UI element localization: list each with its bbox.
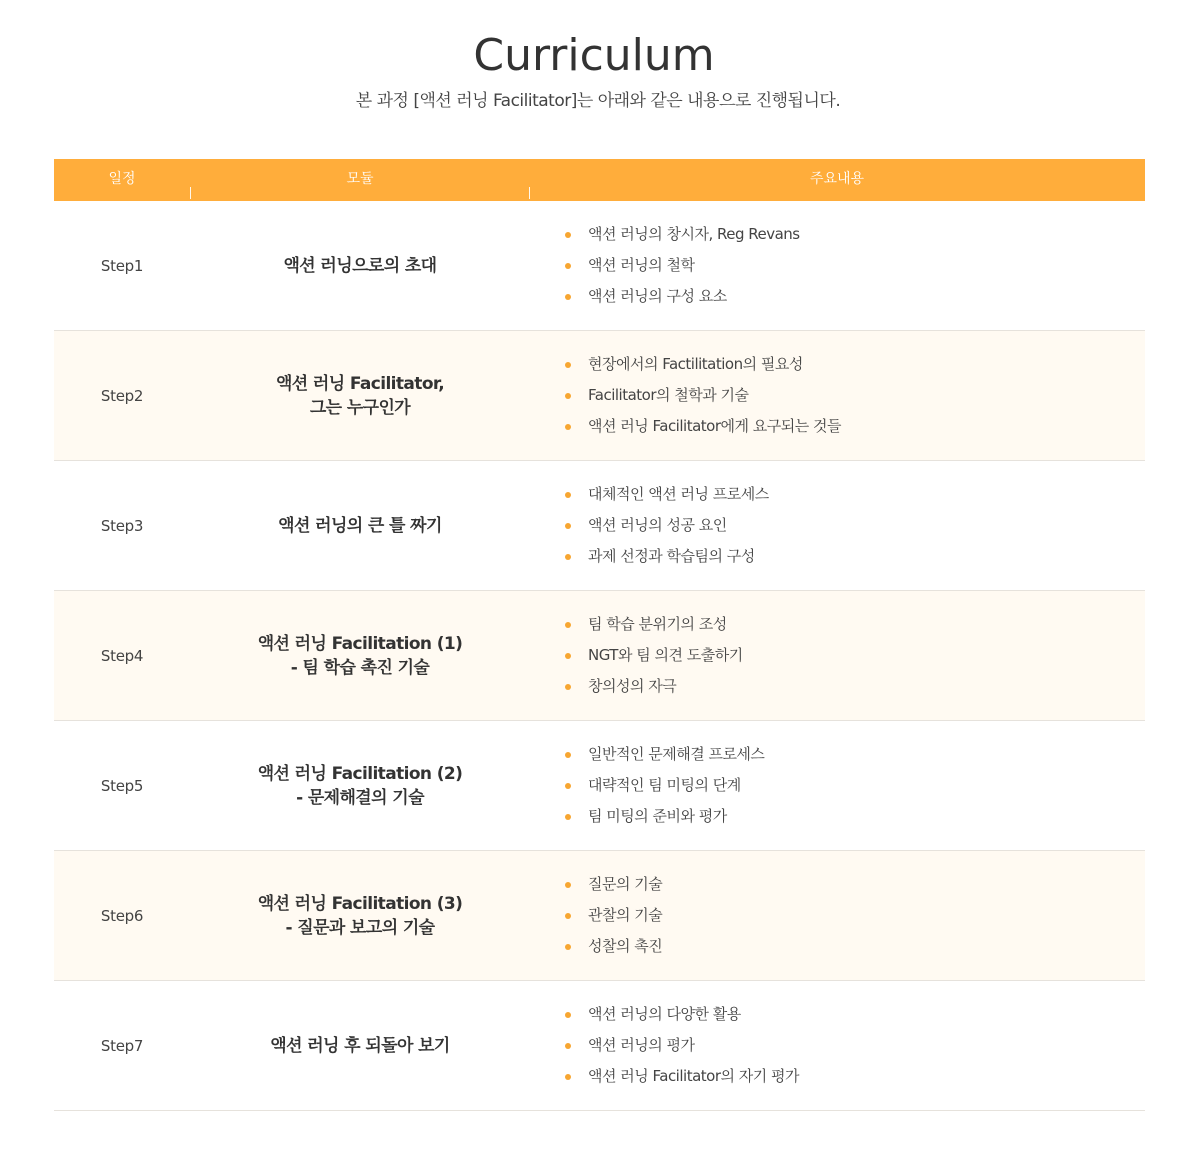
column-header-schedule: 일정 xyxy=(108,171,136,187)
module-title-line: 그는 누구인가 xyxy=(309,397,411,418)
content-list-item xyxy=(562,869,1132,900)
content-list-item xyxy=(562,640,1132,671)
content-list-item xyxy=(562,801,1132,832)
content-item-text: Facilitator의 철학과 기술 xyxy=(588,386,749,404)
step-label: Step3 xyxy=(100,516,144,535)
bullet-icon xyxy=(565,232,571,238)
module-title xyxy=(190,721,530,850)
bullet-icon xyxy=(565,622,571,628)
content-list xyxy=(562,461,1132,590)
content-item-text: 액션 러닝의 다양한 활용 xyxy=(588,1005,741,1023)
module-title xyxy=(190,461,530,590)
bullet-icon xyxy=(565,294,571,300)
bullet-icon xyxy=(565,523,571,529)
content-list-item xyxy=(562,411,1132,442)
table-row xyxy=(54,591,1145,721)
content-item-text: 액션 러닝의 평가 xyxy=(588,1036,695,1054)
content-list xyxy=(562,331,1132,460)
table-row xyxy=(54,331,1145,461)
module-title xyxy=(190,331,530,460)
step-label: Step4 xyxy=(100,646,144,665)
module-title-line: - 팀 학습 촉진 기술 xyxy=(290,657,430,678)
content-item-text: 액션 러닝의 철학 xyxy=(588,256,695,274)
bullet-icon xyxy=(565,424,571,430)
content-list-item xyxy=(562,1061,1132,1092)
content-list xyxy=(562,721,1132,850)
content-item-text: 과제 선정과 학습팀의 구성 xyxy=(588,547,755,565)
content-list-item xyxy=(562,541,1132,572)
bullet-icon xyxy=(565,554,571,560)
step-label: Step1 xyxy=(100,256,144,275)
step-label: Step6 xyxy=(100,906,144,925)
module-title-line: 액션 러닝으로의 초대 xyxy=(283,255,437,276)
content-list-item xyxy=(562,1030,1132,1061)
module-title-line: 액션 러닝 Facilitation (3) xyxy=(257,893,463,914)
module-title xyxy=(190,201,530,330)
bullet-icon xyxy=(565,944,571,950)
content-list-item xyxy=(562,739,1132,770)
content-list-item xyxy=(562,609,1132,640)
content-list xyxy=(562,201,1132,330)
content-item-text: NGT와 팀 의견 도출하기 xyxy=(588,646,743,664)
bullet-icon xyxy=(565,752,571,758)
module-title-line: 액션 러닝 Facilitator, xyxy=(275,373,445,394)
module-title-line: - 질문과 보고의 기술 xyxy=(285,917,435,938)
content-list xyxy=(562,591,1132,720)
content-list-item xyxy=(562,349,1132,380)
bullet-icon xyxy=(565,684,571,690)
content-list xyxy=(562,851,1132,980)
table-row xyxy=(54,981,1145,1111)
column-header-module: 모듈 xyxy=(346,171,374,187)
bullet-icon xyxy=(565,492,571,498)
module-title xyxy=(190,591,530,720)
content-item-text: 질문의 기술 xyxy=(588,875,663,893)
content-item-text: 액션 러닝의 구성 요소 xyxy=(588,287,727,305)
module-title-line: 액션 러닝의 큰 틀 짜기 xyxy=(278,515,442,536)
content-item-text: 일반적인 문제해결 프로세스 xyxy=(588,745,765,763)
step-label: Step7 xyxy=(100,1036,144,1055)
bullet-icon xyxy=(565,882,571,888)
content-list-item xyxy=(562,931,1132,962)
bullet-icon xyxy=(565,1012,571,1018)
content-item-text: 액션 러닝 Facilitator의 자기 평가 xyxy=(588,1067,799,1085)
content-list xyxy=(562,981,1132,1110)
content-list-item xyxy=(562,250,1132,281)
content-item-text: 대체적인 액션 러닝 프로세스 xyxy=(588,485,769,503)
content-item-text: 관찰의 기술 xyxy=(588,906,663,924)
content-list-item xyxy=(562,479,1132,510)
content-item-text: 현장에서의 Factilitation의 필요성 xyxy=(588,355,803,373)
content-item-text: 성찰의 촉진 xyxy=(588,937,663,955)
content-list-item xyxy=(562,770,1132,801)
module-title-line: 액션 러닝 Facilitation (1) xyxy=(257,633,463,654)
content-list-item xyxy=(562,219,1132,250)
content-list-item xyxy=(562,510,1132,541)
module-title-line: 액션 러닝 Facilitation (2) xyxy=(257,763,463,784)
bullet-icon xyxy=(565,263,571,269)
bullet-icon xyxy=(565,814,571,820)
column-header-content: 주요내용 xyxy=(809,171,865,187)
module-title-line: 액션 러닝 후 되돌아 보기 xyxy=(270,1035,450,1056)
content-item-text: 액션 러닝의 창시자, Reg Revans xyxy=(588,225,800,243)
curriculum-table xyxy=(54,159,1145,1111)
table-row xyxy=(54,851,1145,981)
content-list-item xyxy=(562,900,1132,931)
bullet-icon xyxy=(565,653,571,659)
bullet-icon xyxy=(565,362,571,368)
bullet-icon xyxy=(565,783,571,789)
page-subtitle: 본 과정 [액션 러닝 Facilitator]는 아래와 같은 내용으로 진행됩니다. xyxy=(355,91,841,111)
table-row xyxy=(54,201,1145,331)
content-list-item xyxy=(562,999,1132,1030)
bullet-icon xyxy=(565,393,571,399)
content-item-text: 팀 미팅의 준비와 평가 xyxy=(588,807,727,825)
content-list-item xyxy=(562,380,1132,411)
content-item-text: 액션 러닝 Facilitator에게 요구되는 것들 xyxy=(588,417,841,435)
content-item-text: 대략적인 팀 미팅의 단계 xyxy=(588,776,741,794)
step-label: Step2 xyxy=(100,386,144,405)
page-title: Curriculum xyxy=(473,30,715,81)
module-title-line: - 문제해결의 기술 xyxy=(296,787,424,808)
module-title xyxy=(190,981,530,1110)
table-header xyxy=(54,159,1145,201)
table-body xyxy=(54,201,1145,1111)
bullet-icon xyxy=(565,1043,571,1049)
content-list-item xyxy=(562,671,1132,702)
table-row xyxy=(54,721,1145,851)
content-item-text: 팀 학습 분위기의 조성 xyxy=(588,615,727,633)
module-title xyxy=(190,851,530,980)
step-label: Step5 xyxy=(100,776,144,795)
content-list-item xyxy=(562,281,1132,312)
table-row xyxy=(54,461,1145,591)
content-item-text: 액션 러닝의 성공 요인 xyxy=(588,516,727,534)
content-item-text: 창의성의 자극 xyxy=(588,677,677,695)
bullet-icon xyxy=(565,1074,571,1080)
bullet-icon xyxy=(565,913,571,919)
